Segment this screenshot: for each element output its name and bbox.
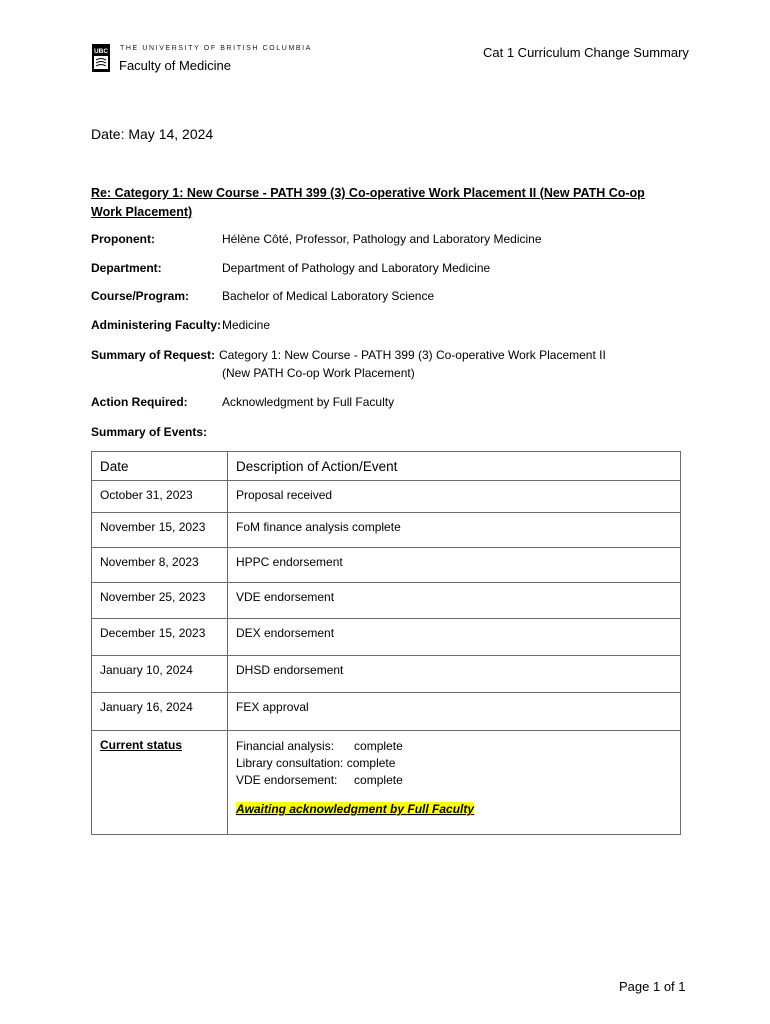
row-date: November 15, 2023 [92, 513, 228, 548]
table-row [92, 548, 681, 583]
header-date: Date [92, 452, 228, 481]
status-library-consultation: Library consultation: complete [236, 756, 396, 770]
memo-date: Date: May 14, 2024 [91, 126, 214, 142]
course-program-value: Bachelor of Medical Laboratory Science [222, 289, 435, 303]
faculty-name: Faculty of Medicine [119, 58, 231, 73]
table-row [92, 656, 681, 693]
row-event: FoM finance analysis complete [228, 513, 681, 548]
awaiting-acknowledgment-highlight: Awaiting acknowledgment by Full Faculty [236, 802, 475, 816]
proponent-label: Proponent: [91, 232, 155, 246]
table-row [92, 693, 681, 731]
table-header-row [92, 452, 681, 481]
header-description: Description of Action/Event [228, 452, 681, 481]
row-date: January 10, 2024 [92, 656, 228, 693]
ubc-logo-icon [92, 44, 110, 72]
events-table [91, 451, 681, 835]
row-event: Proposal received [228, 481, 681, 513]
table-row [92, 583, 681, 619]
logo-mark-text: UBC [93, 48, 109, 55]
current-status-label: Current status [100, 738, 183, 752]
summary-of-request-line1: Category 1: New Course - PATH 399 (3) Co-operative Work Placement II [219, 348, 606, 362]
department-label: Department: [91, 261, 162, 275]
row-event: DHSD endorsement [228, 656, 681, 693]
table-row [92, 481, 681, 513]
row-event: DEX endorsement [228, 619, 681, 656]
summary-of-request-label: Summary of Request: [91, 348, 216, 362]
re-line: Re: Category 1: New Course - PATH 399 (3) Co-operative Work Placement II (New PATH Co-op Work Placement) [91, 186, 645, 219]
row-date: November 25, 2023 [92, 583, 228, 619]
proponent-value: Hélène Côté, Professor, Pathology and Laboratory Medicine [222, 232, 542, 246]
row-event: VDE endorsement [228, 583, 681, 619]
summary-of-request-line2: (New PATH Co-op Work Placement) [222, 366, 415, 380]
row-date: January 16, 2024 [92, 693, 228, 731]
summary-of-events-label: Summary of Events: [91, 425, 208, 439]
department-value: Department of Pathology and Laboratory Medicine [222, 261, 491, 275]
page-number: Page 1 of 1 [619, 979, 686, 994]
table-row [92, 619, 681, 656]
table-row [92, 513, 681, 548]
row-event: FEX approval [228, 693, 681, 731]
administering-faculty-label: Administering Faculty: [91, 318, 222, 332]
status-cell [92, 731, 228, 835]
status-financial-analysis: Financial analysis: complete [236, 739, 403, 753]
status-vde-endorsement: VDE endorsement: complete [236, 773, 403, 787]
row-date: November 8, 2023 [92, 548, 228, 583]
row-date: October 31, 2023 [92, 481, 228, 513]
administering-faculty-value: Medicine [222, 318, 271, 332]
status-row [92, 731, 681, 835]
row-event: HPPC endorsement [228, 548, 681, 583]
action-required-value: Acknowledgment by Full Faculty [222, 395, 395, 409]
row-date: December 15, 2023 [92, 619, 228, 656]
action-required-label: Action Required: [91, 395, 188, 409]
document-title: Cat 1 Curriculum Change Summary [483, 45, 689, 60]
status-detail-cell [228, 731, 681, 835]
course-program-label: Course/Program: [91, 289, 190, 303]
university-name: THE UNIVERSITY OF BRITISH COLUMBIA [120, 45, 312, 52]
